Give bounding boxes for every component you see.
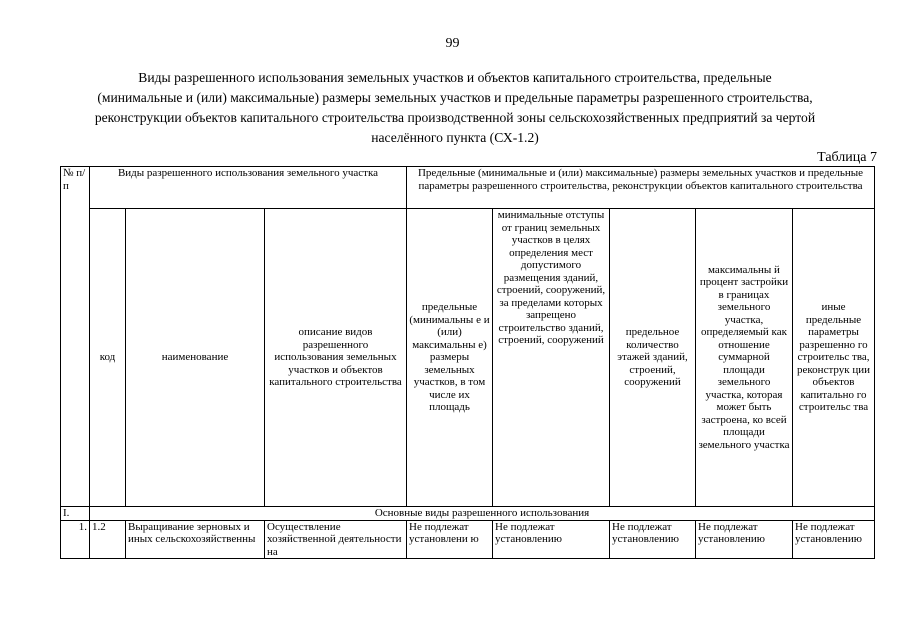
row-other: Не подлежат установлению — [793, 520, 875, 559]
page-number: 99 — [445, 36, 460, 51]
header-row — [61, 167, 875, 209]
header-coverage: максимальны й процент застройки в границах земельного участка, определяемый как отношение суммарной площади земельного участка, которая может быть застроена, ко всей площади земельного участка — [696, 209, 793, 507]
title-line-1: Виды разрешенного использования земельных участков и объектов капитального строительства, предельные — [138, 70, 772, 85]
header-code: код — [90, 209, 126, 507]
section-row — [61, 507, 875, 521]
header-num: № п/п — [61, 167, 90, 507]
row-description: Осуществление хозяйственной деятельности на — [265, 520, 407, 559]
subheader-row — [61, 209, 875, 507]
table-caption: Таблица 7 — [817, 150, 877, 165]
header-setbacks: минимальные отступы от границ земельных участков в целях определения мест допустимого размещения зданий, строений, сооружений, за пределами которых запрещено строительство зданий, строений, сооружений — [493, 209, 610, 507]
row-name: Выращивание зерновых и иных сельскохозяйственны — [126, 520, 265, 559]
header-other: иные предельные параметры разрешенно го строительс тва, реконструк ции объектов капитально го строительс тва — [793, 209, 875, 507]
row-setbacks: Не подлежат установлению — [493, 520, 610, 559]
header-name: наименование — [126, 209, 265, 507]
document-title — [60, 68, 850, 148]
section-label: Основные виды разрешенного использования — [90, 507, 875, 521]
title-line-3: реконструкции объектов капитального строительства производственной зоны сельскохозяйственных предприятий за чертой — [94, 110, 816, 125]
table-row — [61, 520, 875, 559]
row-code: 1.2 — [90, 520, 126, 559]
header-description: описание видов разрешенного использования земельных участков и объектов капитального строительства — [265, 209, 407, 507]
row-plot-size: Не подлежат установлени ю — [407, 520, 493, 559]
title-line-2: (минимальные и (или) максимальные) размеры земельных участков и предельные параметры разрешенного строительства, — [97, 90, 813, 105]
header-limits: Предельные (минимальные и (или) максимальные) размеры земельных участков и предельные параметры разрешенного строительства, реконструкции объектов капитального строительства — [407, 167, 875, 209]
row-coverage: Не подлежат установлению — [696, 520, 793, 559]
title-line-4: населённого пункта (СХ-1.2) — [371, 130, 539, 145]
row-floors: Не подлежат установлению — [610, 520, 696, 559]
row-num: 1. — [61, 520, 90, 559]
header-floors: предельное количество этажей зданий, строений, сооружений — [610, 209, 696, 507]
regulations-table — [60, 166, 875, 559]
section-num: I. — [61, 507, 90, 521]
header-plot-size: предельные (минимальны е и (или) максимальны е) размеры земельных участков, в том числе их площадь — [407, 209, 493, 507]
header-use-types: Виды разрешенного использования земельного участка — [90, 167, 407, 209]
